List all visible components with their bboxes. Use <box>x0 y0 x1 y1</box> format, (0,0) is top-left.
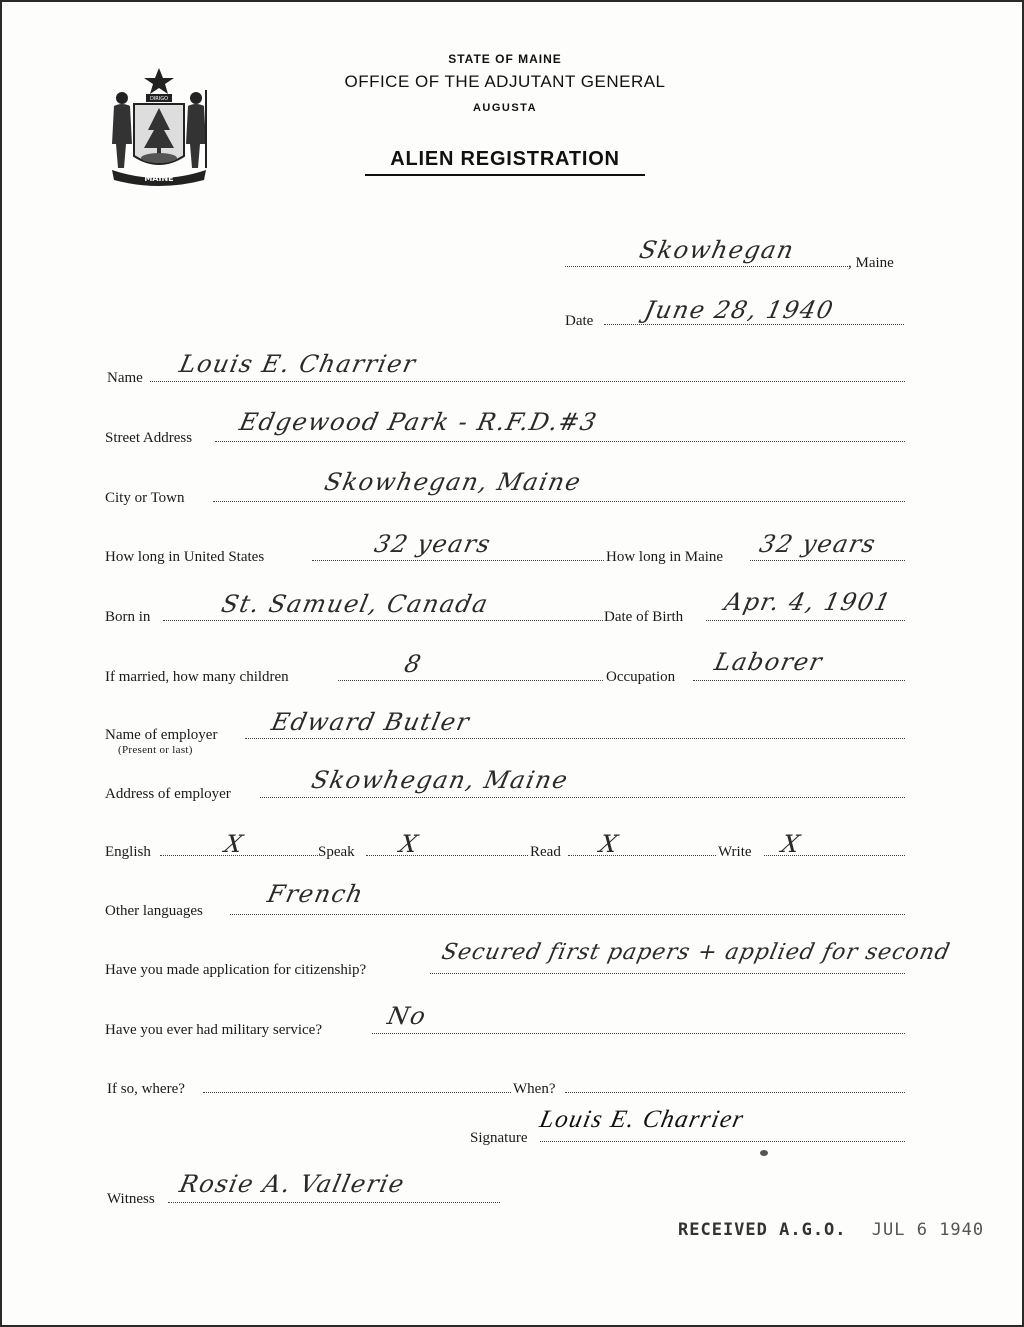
english-entry: X <box>222 830 247 858</box>
where-line <box>203 1092 511 1093</box>
city-entry: Skowhegan, Maine <box>322 468 585 496</box>
date-line <box>604 324 904 325</box>
ink-smudge <box>760 1150 768 1156</box>
born-in-entry: St. Samuel, Canada <box>219 590 492 618</box>
when-line <box>565 1092 905 1093</box>
dob-entry: Apr. 4, 1901 <box>722 588 895 616</box>
header-city: AUGUSTA <box>472 102 538 114</box>
employer-address-entry: Skowhegan, Maine <box>309 766 572 794</box>
employer-entry: Edward Butler <box>269 708 473 736</box>
other-languages-line <box>230 914 905 915</box>
dob-label: Date of Birth <box>604 609 684 625</box>
received-stamp <box>678 1220 984 1240</box>
read-line <box>568 855 716 856</box>
signature-entry: Louis E. Charrier <box>537 1106 747 1133</box>
citizenship-label: Have you made application for citizenship? <box>105 962 367 978</box>
years-us-line <box>312 560 604 561</box>
english-label: English <box>105 844 151 860</box>
military-line <box>372 1033 905 1034</box>
citizenship-entry: Secured first papers + applied for second <box>439 940 953 965</box>
citizenship-line <box>430 973 905 974</box>
born-in-line <box>163 620 603 621</box>
header-office: OFFICE OF THE ADJUTANT GENERAL <box>344 72 666 91</box>
received-stamp-date: JUL 6 1940 <box>871 1220 985 1240</box>
occupation-label: Occupation <box>606 669 676 685</box>
city-label: City or Town <box>105 490 185 506</box>
place-line <box>565 266 848 267</box>
name-label: Name <box>107 370 143 386</box>
children-entry: 8 <box>402 650 425 678</box>
name-entry: Louis E. Charrier <box>177 350 420 378</box>
street-line <box>215 441 905 442</box>
when-label: When? <box>513 1081 556 1097</box>
where-label: If so, where? <box>107 1081 185 1097</box>
read-label: Read <box>530 844 561 860</box>
military-entry: No <box>385 1002 430 1030</box>
city-line <box>213 501 905 502</box>
years-me-line <box>750 560 905 561</box>
children-line <box>338 680 603 681</box>
military-label: Have you ever had military service? <box>105 1022 322 1038</box>
years-us-label: How long in United States <box>105 549 265 565</box>
write-entry: X <box>779 830 804 858</box>
witness-line <box>168 1202 500 1203</box>
signature-line <box>540 1141 905 1142</box>
born-in-label: Born in <box>105 609 151 625</box>
name-line <box>150 381 905 382</box>
witness-label: Witness <box>107 1191 155 1207</box>
svg-text:DIRIGO: DIRIGO <box>149 96 169 102</box>
dob-line <box>706 620 905 621</box>
other-languages-entry: French <box>265 880 367 908</box>
received-stamp-text: RECEIVED A.G.O. <box>678 1220 847 1240</box>
write-label: Write <box>718 844 752 860</box>
occupation-entry: Laborer <box>712 648 826 676</box>
speak-entry: X <box>397 830 422 858</box>
date-entry: June 28, 1940 <box>642 296 837 324</box>
place-suffix-label: , Maine <box>848 255 894 271</box>
employer-line <box>245 738 905 739</box>
employer-label: Name of employer <box>105 727 218 743</box>
years-us-entry: 32 years <box>372 530 495 558</box>
place-entry: Skowhegan <box>637 236 798 264</box>
speak-label: Speak <box>318 844 355 860</box>
svg-text:MAINE: MAINE <box>144 174 174 183</box>
employer-sublabel: (Present or last) <box>118 744 193 756</box>
street-entry: Edgewood Park - R.F.D.#3 <box>237 408 601 436</box>
read-entry: X <box>597 830 622 858</box>
form-title: ALIEN REGISTRATION <box>365 148 645 176</box>
occupation-line <box>693 680 905 681</box>
other-languages-label: Other languages <box>105 903 203 919</box>
employer-address-label: Address of employer <box>105 786 231 802</box>
employer-address-line <box>260 797 905 798</box>
children-label: If married, how many children <box>105 669 289 685</box>
speak-line <box>366 855 528 856</box>
header-state: STATE OF MAINE <box>448 52 562 66</box>
years-me-entry: 32 years <box>757 530 880 558</box>
witness-entry: Rosie A. Vallerie <box>177 1170 408 1198</box>
street-label: Street Address <box>105 430 193 446</box>
date-label: Date <box>565 313 594 329</box>
maine-state-seal <box>104 64 214 188</box>
years-me-label: How long in Maine <box>606 549 724 565</box>
signature-label: Signature <box>470 1130 528 1146</box>
